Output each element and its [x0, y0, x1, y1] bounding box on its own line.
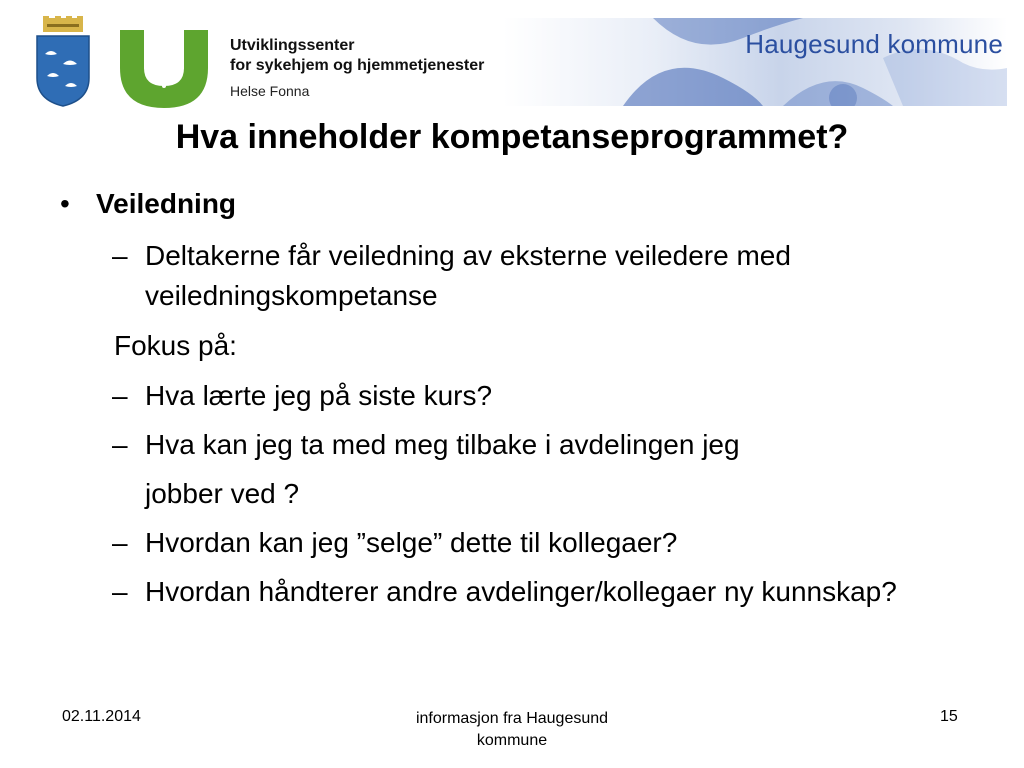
dash-icon: – [112, 576, 128, 607]
page-number: 15 [940, 708, 958, 725]
list-item-text: Deltakerne får veiledning av eksterne veiledere med veiledningskompetanse [145, 240, 791, 311]
footer-text: informasjon fra Haugesund kommune [415, 710, 609, 749]
dash-icon: – [112, 429, 128, 460]
slide-title: Hva inneholder kompetanseprogrammet? [175, 118, 849, 156]
list-item-text: jobber ved ? [145, 478, 300, 509]
crown-icon [43, 16, 83, 32]
dash-icon: – [112, 380, 128, 411]
haugesund-kommune-banner [503, 18, 1007, 106]
list-item-text: Hvordan håndterer andre avdelinger/kollegaer ny kunnskap? [145, 576, 897, 607]
list-item [112, 425, 952, 465]
list-item-continuation [112, 474, 952, 514]
banner-text: Haugesund kommune [745, 29, 1003, 59]
logo-line-3: Helse Fonna [230, 83, 310, 99]
dash-icon: – [112, 240, 128, 271]
list-item [112, 236, 952, 316]
list-item [112, 572, 952, 612]
list-item [112, 523, 952, 563]
haugesund-crest-logo [33, 16, 93, 108]
bullet-icon: • [60, 188, 70, 219]
list-item [112, 376, 952, 416]
usht-logo [118, 28, 210, 110]
list-item-text: Hvordan kan jeg ”selge” dette til kollegaer? [145, 527, 678, 558]
footer-date: 02.11.2014 [62, 708, 141, 725]
list-item-text: Hva lærte jeg på siste kurs? [145, 380, 493, 411]
list-item-text: Hva kan jeg ta med meg tilbake i avdelingen jeg [145, 429, 740, 460]
usht-logo-text [230, 36, 484, 101]
focus-label: Fokus på: [114, 330, 237, 361]
logo-line-2: for sykehjem og hjemmetjenester [230, 57, 485, 74]
bullet-label: Veiledning [96, 188, 237, 219]
bullet-veiledning [60, 188, 236, 220]
dash-icon: – [112, 527, 128, 558]
sun-icon [144, 48, 184, 88]
logo-line-1: Utviklingssenter [230, 37, 355, 54]
